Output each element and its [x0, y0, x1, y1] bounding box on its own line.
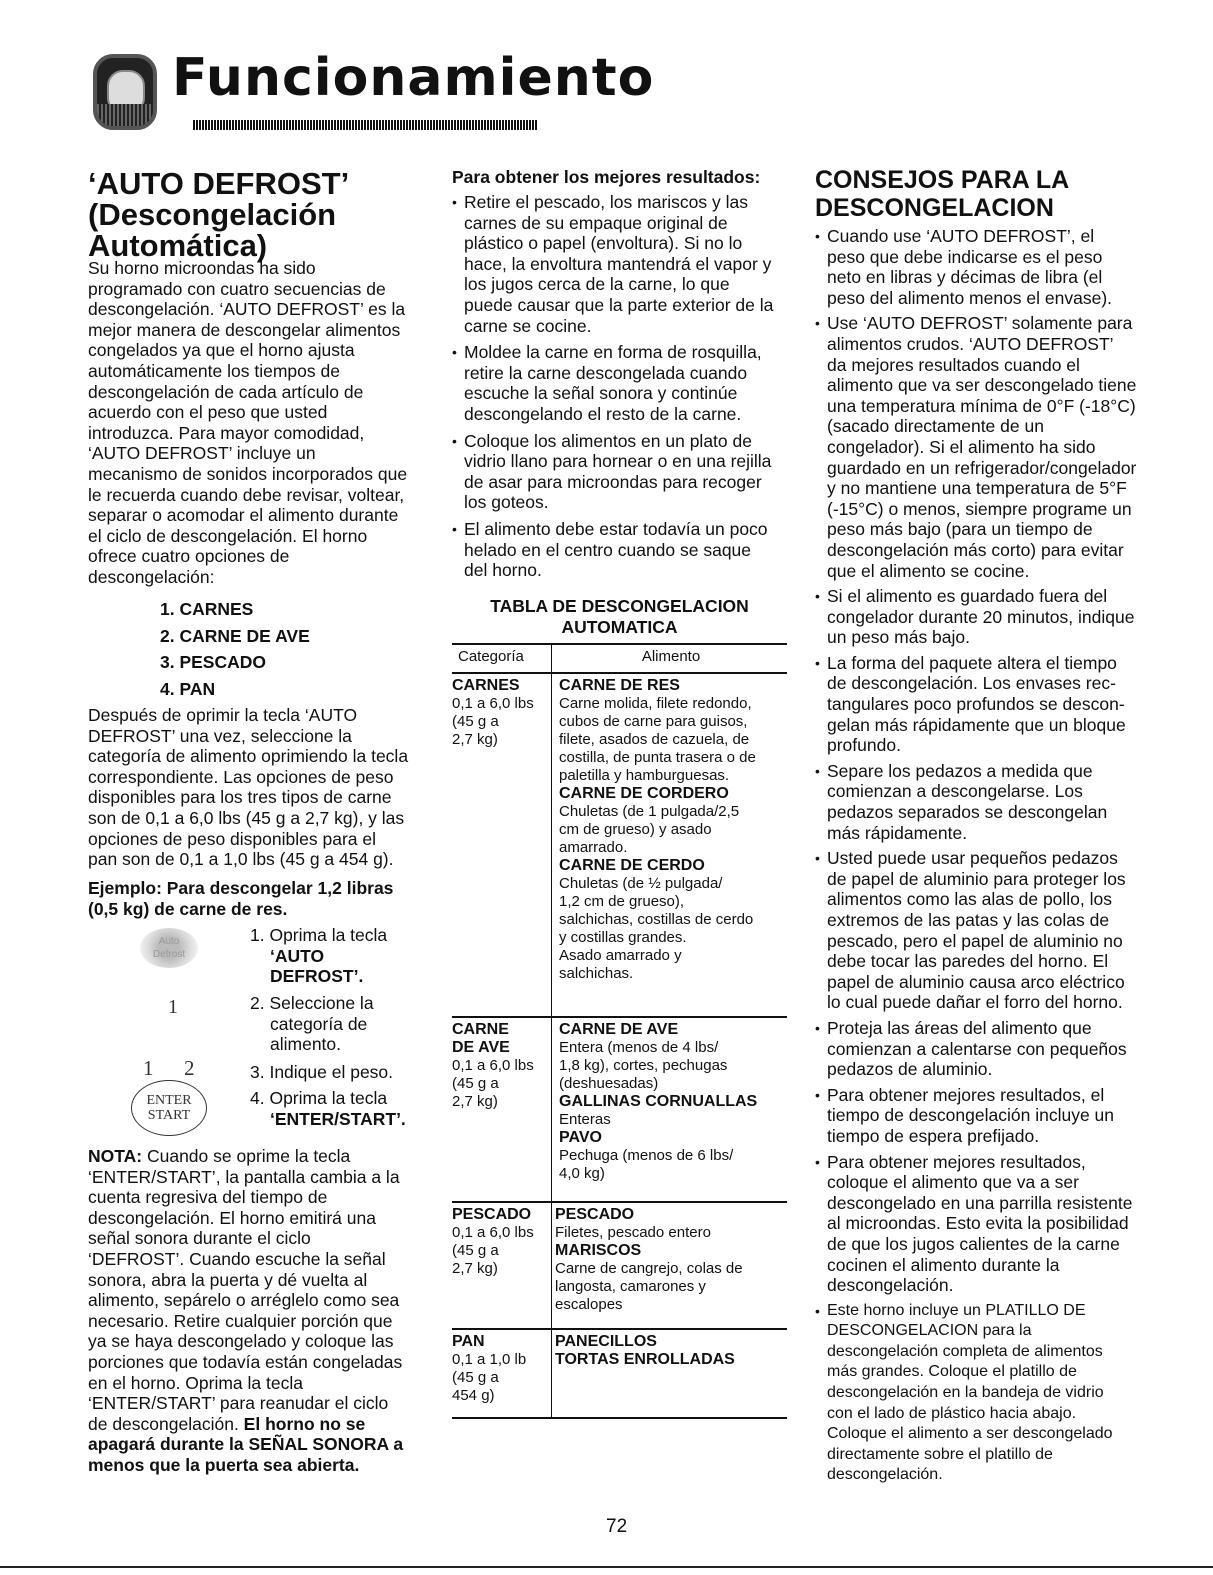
line: porciones que todavía están congeladas: [88, 1351, 403, 1372]
table-row-food: CARNE DE AVE Entera (menos de 4 lbs/ 1,8 kg), cortes, pechugas (deshuesadas) GALLINAS CORNUALLAS Enteras PAVO Pechuga (menos de 6 lbs/ 4,0 kg): [559, 1021, 758, 1182]
line: correspondiente. Las opciones de peso: [88, 766, 394, 787]
list-item: • Moldee la carne en forma de rosquilla, retire la carne descongelada cuando escuche la señal sonora y continúe descongelando el resto de la carne.: [452, 342, 797, 424]
line: descongelación. ‘AUTO DEFROST’ es la: [88, 299, 406, 320]
col3-bullets: [815, 226, 1155, 1486]
line: ‘DEFROST’. Cuando escuche la señal: [88, 1248, 386, 1269]
header-rule: [193, 120, 538, 130]
page-header-title: Funcionamiento: [172, 48, 655, 108]
table-row-category: CARNES 0,1 a 6,0 lbs (45 g a 2,7 kg): [452, 677, 534, 748]
line: ya se haya descongelado y coloque las: [88, 1331, 394, 1352]
table-rule: [452, 1201, 787, 1203]
col3-heading: CONSEJOS PARA LA DESCONGELACION: [815, 166, 1070, 222]
table-row-food: PESCADO Filetes, pescado entero MARISCOS Carne de cangrejo, colas de langosta, camarones y escalopes: [555, 1206, 743, 1313]
line: son de 0,1 a 6,0 lbs (45 g a 2,7 kg), y las: [88, 807, 405, 828]
col2-bullets: [452, 192, 797, 581]
microwave-hand-icon: [93, 54, 157, 130]
list-item: • La forma del paquete altera el tiempo de descongelación. Los envases rec- tangulares poco profundos se descon- gelan más rápidamente que un bloque profundo.: [815, 653, 1155, 756]
line: descongelación:: [88, 566, 215, 587]
number-key-2-icon: 2: [184, 1056, 195, 1080]
list-item: 1. CARNES: [160, 599, 254, 619]
line: separar o acomodar el alimento durante: [88, 505, 399, 526]
list-item: 3. PESCADO: [160, 652, 266, 672]
step-2: 2. Seleccione la categoría de alimento.: [250, 993, 374, 1055]
defrost-options-list: [160, 596, 310, 702]
list-item: • Retire el pescado, los mariscos y las carnes de su empaque original de plástico o papel (envoltura). Si no lo hace, la envoltura mantendrá el vapor y los jugos cerca de la carne, lo que puede causar que la parte exterior de la carne se cocine.: [452, 192, 797, 336]
line: ‘ENTER/START’, la pantalla cambia a la: [88, 1166, 400, 1187]
table-rule: [452, 1328, 787, 1330]
table-row-food: CARNE DE RES Carne molida, filete redondo, cubos de carne para guisos, filete, asados de cazuela, de costilla, de punta trasera o de paletilla y hamburguesas. CARNE DE CORDERO Chuletas (de 1 pulgada/2,5 cm de grueso) y asado amarrado. CARNE DE CERDO Chuletas (de ½ pulgada/ 1,2 cm de grueso), salchichas, costillas de cerdo y costillas grandes. Asado amarrado y salchichas.: [559, 677, 756, 982]
col1-heading: ‘AUTO DEFROST’ (Descongelación Automática): [88, 166, 350, 263]
line: mecanismo de sonidos incorporados que: [88, 463, 408, 484]
table-row-category: CARNE DE AVE 0,1 a 6,0 lbs (45 g a 2,7 kg): [452, 1021, 534, 1110]
nota-block: NOTA: Cuando se oprime la tecla ‘ENTER/START’, la pantalla cambia a la cuenta regresiva del tiempo de descongelación. El horno emitirá una señal sonora durante el ciclo ‘DEFROST’. Cuando escuche la señal sonora, abra la puerta y dé vuelta al alimento, sepárelo o arréglelo como sea necesario. Retire cualquier porción que ya se haya descongelado y coloque las porciones que todavía están congeladas en el horno. Oprima la tecla ‘ENTER/START’ para reanudar el ciclo de descongelación. El horno no se apagará durante la SEÑAL SONORA a menos que la puerta sea abierta.: [88, 1146, 433, 1476]
table-rule: [452, 643, 787, 645]
line: sonora, abra la puerta y dé vuelta al: [88, 1269, 368, 1290]
list-item: 2. CARNE DE AVE: [160, 625, 310, 646]
table-row-category: PESCADO 0,1 a 6,0 lbs (45 g a 2,7 kg): [452, 1206, 534, 1277]
table-rule: [452, 672, 787, 674]
step-1: 1. Oprima la tecla ‘AUTO DEFROST’.: [250, 925, 388, 987]
line: introduzca. Para mayor comodidad,: [88, 422, 365, 443]
bottom-rule: [0, 1566, 1213, 1568]
number-key-1-icon: 1: [143, 1056, 154, 1080]
list-item: • Separe los pedazos a medida que comienzan a descongelarse. Los pedazos separados se descongelan más rápidamente.: [815, 761, 1155, 843]
line: ‘AUTO DEFROST’ incluye un: [88, 443, 316, 464]
key-1-icon: 1: [168, 996, 178, 1018]
line: pan son de 0,1 a 1,0 lbs (45 g a 454 g).: [88, 849, 394, 870]
nota-label: NOTA:: [88, 1146, 143, 1166]
table-title: TABLA DE DESCONGELACION AUTOMATICA: [490, 596, 749, 637]
line: descongelación. El horno emitirá una: [88, 1207, 376, 1228]
line: señal sonora durante el ciclo: [88, 1228, 311, 1249]
line: opciones de peso disponibles para el: [88, 828, 376, 849]
line: acuerdo con el peso que usted: [88, 402, 328, 423]
list-item: 4. PAN: [160, 678, 216, 699]
list-item: • Cuando use ‘AUTO DEFROST’, el peso que debe indicarse es el peso neto en libras y décimas de libra (el peso del alimento menos el envase).: [815, 226, 1155, 308]
list-item: • Use ‘AUTO DEFROST’ solamente para alimentos crudos. ‘AUTO DEFROST’ da mejores resultados cuando el alimento que va ser descongelado tiene una temperatura mínima de 0°F (-18°C) (sacado directamente de un congelador). Si el alimento ha sido guardado en un refrigerador/congelador y no mantiene una temperatura de 5°F (-15°C) o menos, siempre programe un peso más bajo (para un tiempo de descongelación más corto) para evitar que el alimento se cocine.: [815, 313, 1155, 581]
line: mejor manera de descongelar alimentos: [88, 319, 401, 340]
list-item: • Para obtener mejores resultados, el tiempo de descongelación incluye un tiempo de espera prefijado.: [815, 1085, 1155, 1147]
table-column-divider: [551, 643, 552, 1417]
line: Su horno microondas ha sido: [88, 258, 316, 278]
line: ofrece cuatro opciones de: [88, 546, 290, 567]
list-item: • Este horno incluye un PLATILLO DE DESCONGELACION para la descongelación completa de alimentos más grandes. Coloque el platillo de descongelación en la bandeja de vidrio con el lado de plástico hacia abajo. Coloque el alimento a ser descongelado directamente sobre el platillo de descongelación.: [815, 1301, 1155, 1486]
col1-intro: [88, 258, 433, 588]
line: le recuerda cuando debe revisar, voltear,: [88, 484, 405, 505]
col2-heading: Para obtener los mejores resultados:: [452, 167, 761, 187]
list-item: • Usted puede usar pequeños pedazos de papel de aluminio para proteger los alimentos como las alas de pollo, los extremos de las patas y las colas de pescado, pero el papel de aluminio no debe tocar las paredes del horno. El papel de aluminio causa arco eléctrico lo cual puede dañar el forro del horno.: [815, 848, 1155, 1013]
example-heading: Ejemplo: Para descongelar 1,2 libras (0,5 kg) de carne de res.: [88, 878, 394, 919]
col1-after: [88, 705, 433, 870]
table-header-alimento: Alimento: [641, 648, 701, 665]
list-item: • Proteja las áreas del alimento que comienzan a calentarse con pequeños pedazos de aluminio.: [815, 1018, 1155, 1080]
line: DEFROST’ una vez, seleccione la: [88, 725, 352, 746]
list-item: • Para obtener mejores resultados, coloque el alimento que va a ser descongelado en una parrilla resistente al microondas. Esto evita la posibilidad de que los jugos calientes de la carne cocinen el alimento durante la descongelación.: [815, 1152, 1155, 1296]
line: en el horno. Oprima la tecla: [88, 1372, 303, 1393]
auto-defrost-key-icon: Auto Defrost: [140, 928, 198, 968]
list-item: • El alimento debe estar todavía un poco helado en el centro cuando se saque del horno.: [452, 519, 797, 581]
step-4: 4. Oprima la tecla ‘ENTER/START’.: [250, 1088, 406, 1129]
line: automáticamente los tiempos de: [88, 360, 340, 381]
line: necesario. Retire cualquier porción que: [88, 1310, 393, 1331]
line: cuenta regresiva del tiempo de: [88, 1187, 328, 1208]
list-item: • Si el alimento es guardado fuera del congelador durante 20 minutos, indique un peso más bajo.: [815, 586, 1155, 648]
table-row-category: PAN 0,1 a 1,0 lb (45 g a 454 g): [452, 1333, 527, 1404]
line: categoría de alimento oprimiendo la tecla: [88, 746, 409, 767]
line: congelados ya que el horno ajusta: [88, 340, 355, 361]
table-row-food: PANECILLOS TORTAS ENROLLADAS: [555, 1333, 735, 1368]
line: disponibles para los tres tipos de carne: [88, 787, 392, 808]
table-rule: [452, 1417, 787, 1419]
line: descongelación de cada artículo de: [88, 381, 364, 402]
list-item: • Coloque los alimentos en un plato de vidrio llano para hornear o en una rejilla de asar para microondas para recoger los goteos.: [452, 431, 797, 513]
table-rule: [452, 1016, 787, 1018]
enter-start-key-icon: ENTER START: [131, 1080, 207, 1136]
line: programado con cuatro secuencias de: [88, 278, 386, 299]
step-3: 3. Indique el peso.: [250, 1062, 394, 1082]
line: Después de oprimir la tecla ‘AUTO: [88, 705, 358, 725]
table-header-categoria: Categoría: [458, 648, 524, 665]
line: el ciclo de descongelación. El horno: [88, 525, 368, 546]
page-number: 72: [606, 1516, 628, 1537]
line: ‘ENTER/START’ para reanudar el ciclo: [88, 1393, 389, 1414]
line: alimento, sepárelo o arréglelo como sea: [88, 1290, 400, 1311]
